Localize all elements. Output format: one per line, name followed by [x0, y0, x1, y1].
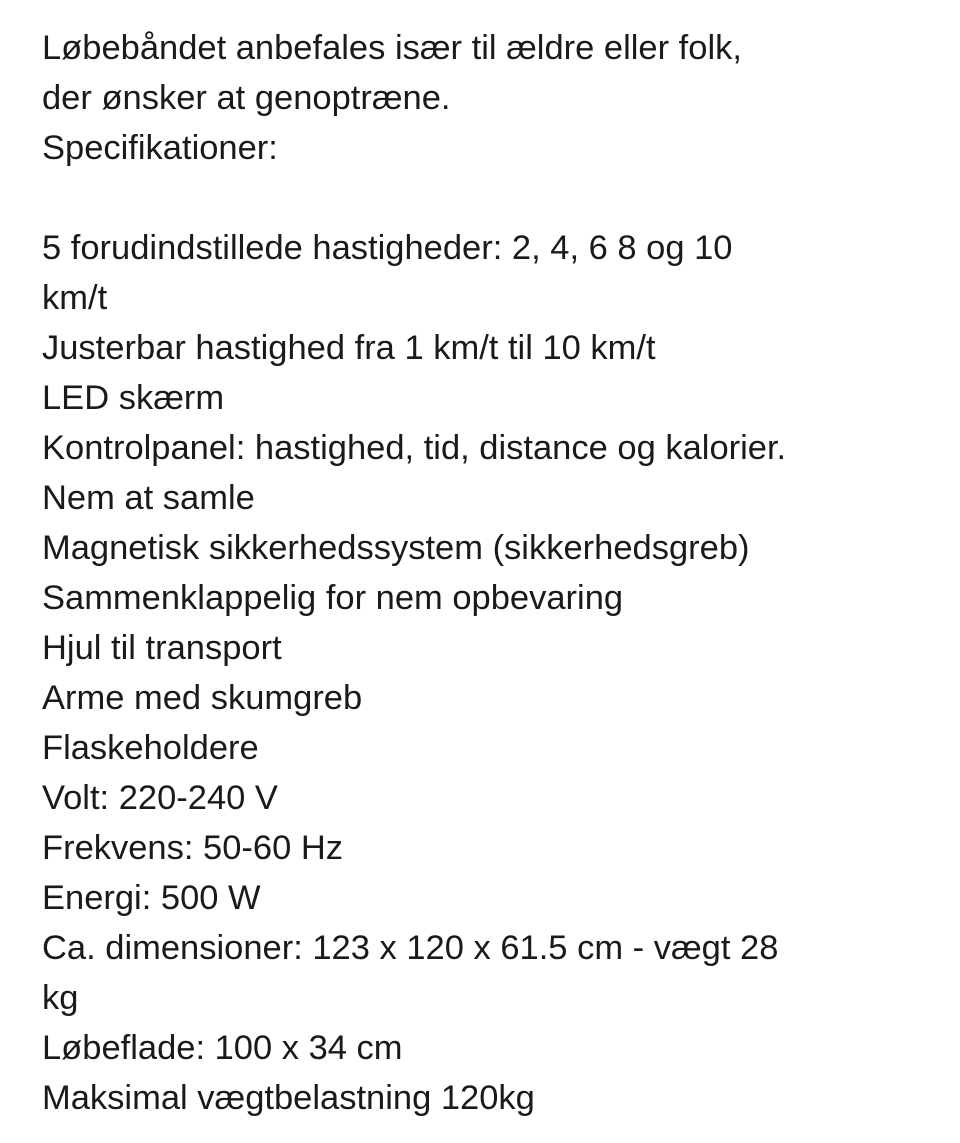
- spec-line: Justerbar hastighed fra 1 km/t til 10 km/t: [42, 329, 656, 367]
- intro-line: der ønsker at genoptræne.: [42, 79, 451, 117]
- spec-line: Arme med skumgreb: [42, 679, 363, 717]
- blank-line: [42, 173, 960, 223]
- spec-line: Løbeflade: 100 x 34 cm: [42, 1029, 403, 1067]
- spec-line: Frekvens: 50-60 Hz: [42, 829, 344, 867]
- specs-list: [42, 223, 960, 1123]
- spec-line: Hjul til transport: [42, 629, 282, 667]
- spec-line: Ca. dimensioner: 123 x 120 x 61.5 cm - vægt 28: [42, 929, 779, 967]
- spec-line: Kontrolpanel: hastighed, tid, distance og kalorier.: [42, 429, 787, 467]
- spec-line: Maksimal vægtbelastning 120kg: [42, 1079, 535, 1117]
- intro-line: Løbebåndet anbefales især til ældre eller folk,: [42, 29, 742, 67]
- spec-line: km/t: [42, 279, 108, 317]
- spec-line: Magnetisk sikkerhedssystem (sikkerhedsgreb): [42, 529, 750, 567]
- spec-line: Flaskeholdere: [42, 729, 259, 767]
- spec-line: Nem at samle: [42, 479, 255, 517]
- specs-heading: Specifikationer:: [42, 129, 278, 167]
- spec-line: 5 forudindstillede hastigheder: 2, 4, 6 8 og 10: [42, 229, 733, 267]
- spec-line: Energi: 500 W: [42, 879, 261, 917]
- spec-line: kg: [42, 979, 79, 1017]
- spec-line: Sammenklappelig for nem opbevaring: [42, 579, 624, 617]
- spec-line: LED skærm: [42, 379, 225, 417]
- spec-line: Volt: 220-240 V: [42, 779, 278, 817]
